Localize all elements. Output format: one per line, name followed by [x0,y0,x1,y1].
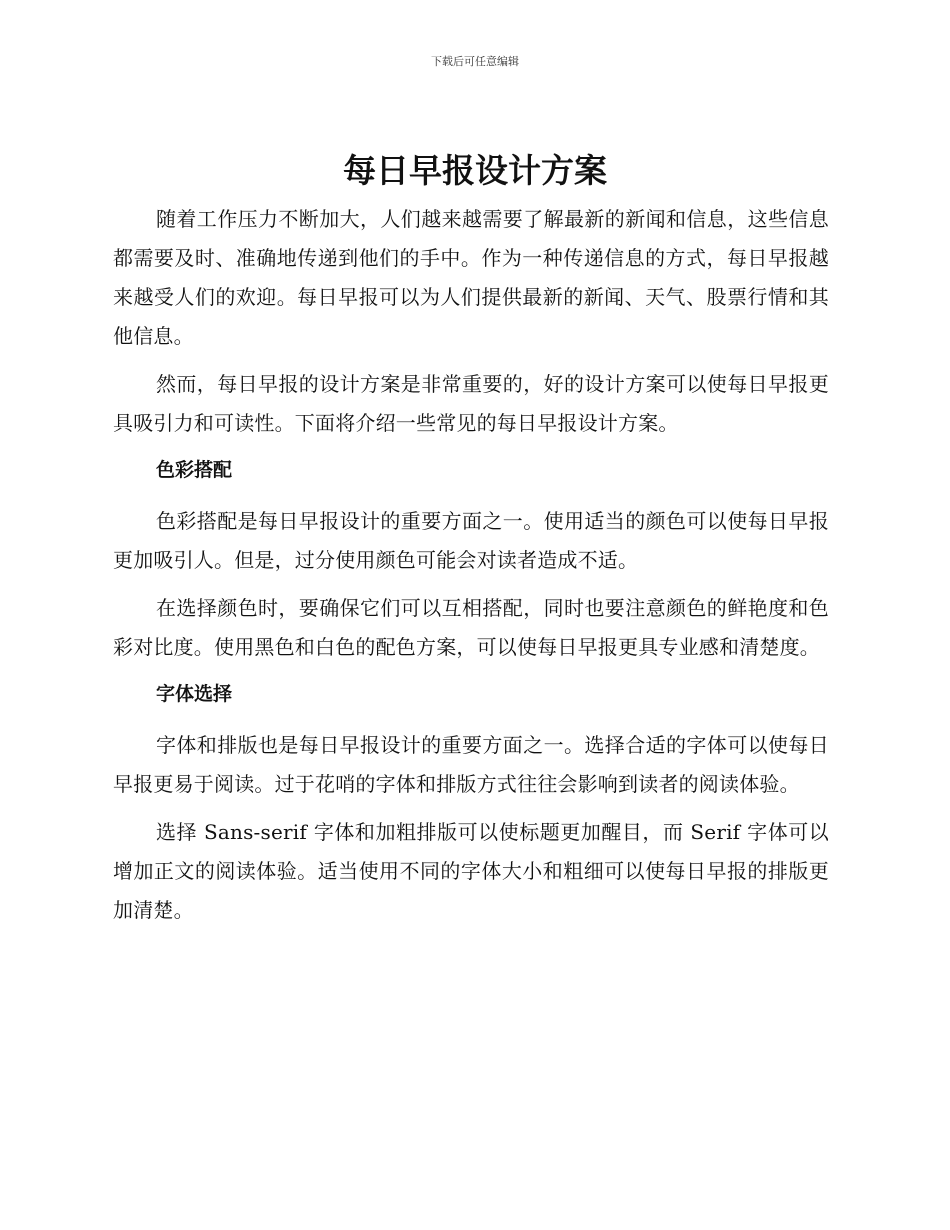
font-paragraph-2: 选择 Sans-serif 字体和加粗排版可以使标题更加醒目，而 Serif 字体可以增加正文的阅读体验。适当使用不同的字体大小和粗细可以使每日早报的排版更加清楚。 [113,820,829,922]
color-paragraph-2: 在选择颜色时，要确保它们可以互相搭配，同时也要注意颜色的鲜艳度和色彩对比度。使用黑色和白色的配色方案，可以使每日早报更具专业感和清楚度。 [113,596,829,659]
document-body [113,200,829,939]
document-title: 每日早报设计方案 [343,151,607,190]
intro-paragraph-1: 随着工作压力不断加大，人们越来越需要了解最新的新闻和信息，这些信息都需要及时、准确地传递到他们的手中。作为一种传递信息的方式，每日早报越来越受人们的欢迎。每日早报可以为人们提供最新的新闻、天气、股票行情和其他信息。 [113,207,829,348]
header-note: 下载后可任意编辑 [431,55,519,68]
section-heading-font: 字体选择 [156,683,233,705]
intro-paragraph-2: 然而，每日早报的设计方案是非常重要的，好的设计方案可以使每日早报更具吸引力和可读性。下面将介绍一些常见的每日早报设计方案。 [113,372,829,435]
section-heading-color: 色彩搭配 [156,459,233,481]
font-paragraph-1: 字体和排版也是每日早报设计的重要方面之一。选择合适的字体可以使每日早报更易于阅读。过于花哨的字体和排版方式往往会影响到读者的阅读体验。 [113,733,829,796]
color-paragraph-1: 色彩搭配是每日早报设计的重要方面之一。使用适当的颜色可以使每日早报更加吸引人。但是，过分使用颜色可能会对读者造成不适。 [113,509,829,572]
